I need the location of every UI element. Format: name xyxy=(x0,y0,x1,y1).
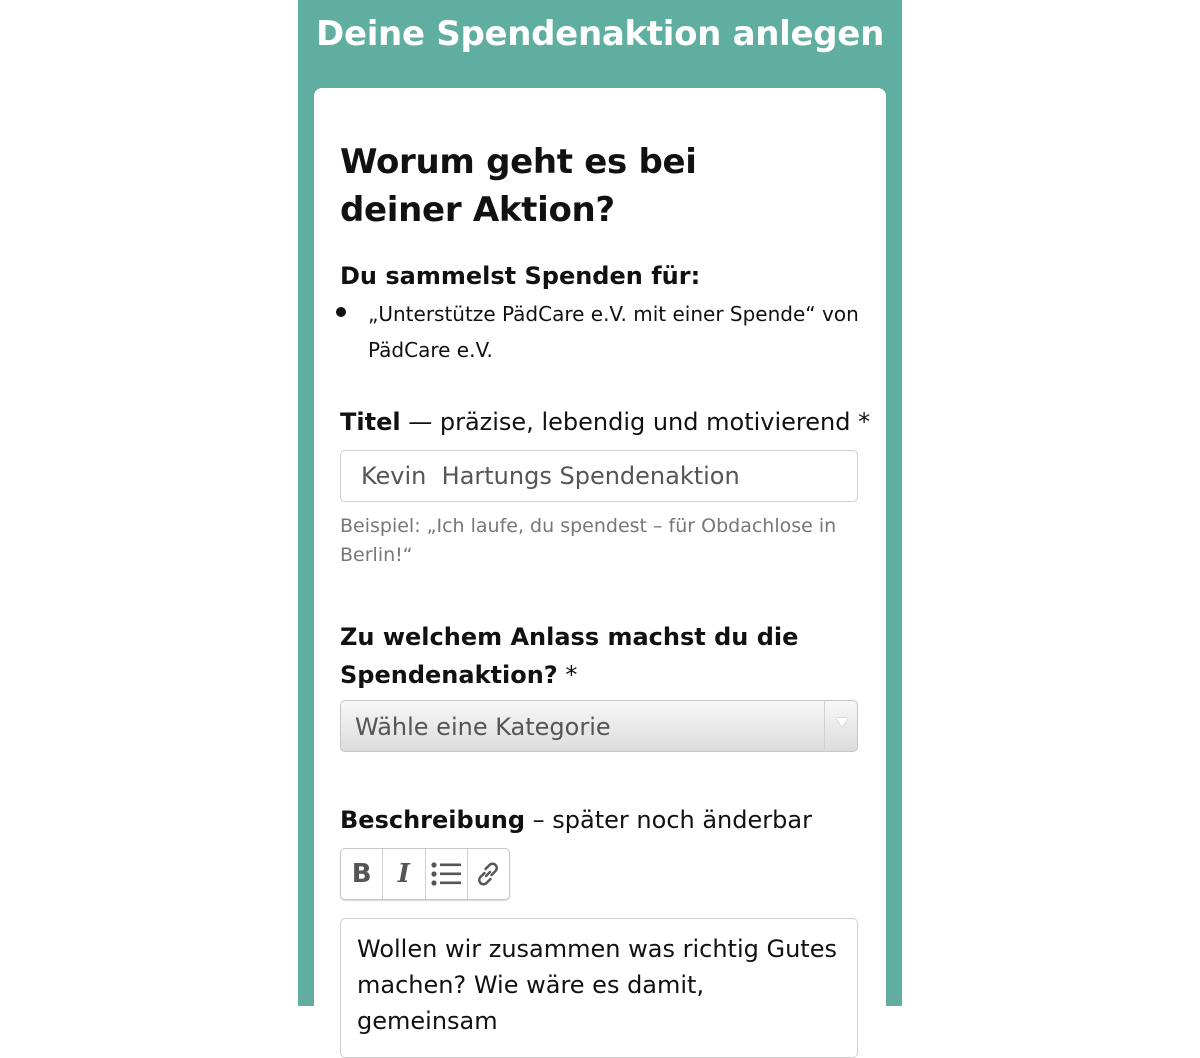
occasion-label xyxy=(340,618,860,694)
italic-button[interactable]: I xyxy=(383,849,425,899)
title-input[interactable] xyxy=(340,450,858,502)
title-label xyxy=(340,408,870,436)
occasion-label-rest: * xyxy=(557,661,578,689)
editor-toolbar xyxy=(340,848,510,900)
description-label xyxy=(340,806,812,834)
category-select-value: Wähle eine Kategorie xyxy=(355,713,611,741)
bold-button[interactable]: B xyxy=(341,849,383,899)
page-title: Deine Spendenaktion anlegen xyxy=(316,14,884,54)
title-hint: Beispiel: „Ich laufe, du spendest – für Obdachlose in Berlin!“ xyxy=(340,515,837,566)
occasion-label-bold: Zu welchem Anlass machst du die Spendenaktion? xyxy=(340,623,799,689)
link-icon xyxy=(474,860,502,888)
select-arrow-button[interactable] xyxy=(824,701,857,750)
description-label-bold: Beschreibung xyxy=(340,806,526,834)
chevron-down-icon xyxy=(836,718,848,727)
link-button[interactable] xyxy=(468,849,509,899)
bullet-icon xyxy=(336,307,346,317)
category-select[interactable] xyxy=(340,700,858,752)
title-label-rest: — präzise, lebendig und motivierend * xyxy=(400,408,871,436)
collecting-label: Du sammelst Spenden für: xyxy=(340,262,701,290)
list-icon xyxy=(431,861,461,887)
section-heading: Worum geht es bei deiner Aktion? xyxy=(340,142,697,230)
form-card xyxy=(314,88,886,1035)
description-label-rest: – später noch änderbar xyxy=(525,806,812,834)
bullet-list-button[interactable] xyxy=(426,849,468,899)
description-editor[interactable]: Wollen wir zusammen was richtig Gutes machen? Wie wäre es damit, gemeinsam xyxy=(340,918,858,1058)
title-label-bold: Titel xyxy=(340,408,401,436)
campaign-list-item: „Unterstütze PädCare e.V. mit einer Spende“ von PädCare e.V. xyxy=(368,302,859,362)
app-screen xyxy=(298,0,902,1035)
